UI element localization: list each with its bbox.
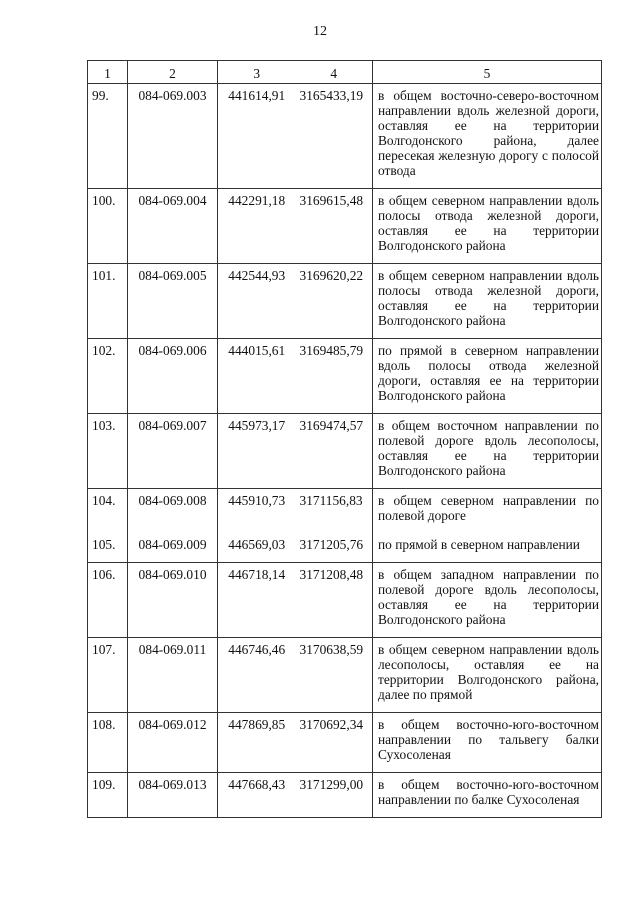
boundary-description: в общем северном направлении вдоль лесополосы, оставляя ее на территории Волгодонского района, далее по прямой <box>373 638 602 713</box>
column-header: 2 <box>128 61 218 84</box>
point-number: 107. <box>88 638 128 713</box>
coordinate-x: 446718,14 <box>218 563 296 638</box>
point-code: 084-069.009 <box>128 533 218 563</box>
coordinate-y: 3169485,79 <box>296 339 373 414</box>
point-code: 084-069.010 <box>128 563 218 638</box>
point-code: 084-069.005 <box>128 264 218 339</box>
point-number: 100. <box>88 189 128 264</box>
point-code: 084-069.003 <box>128 84 218 189</box>
coordinate-x: 442544,93 <box>218 264 296 339</box>
point-number: 109. <box>88 773 128 818</box>
column-header: 1 <box>88 61 128 84</box>
table-header-row <box>88 61 602 84</box>
page-number: 12 <box>313 24 327 39</box>
boundary-description: в общем восточном направлении по полевой дороге вдоль лесополосы, оставляя ее на территории Волгодонского района <box>373 414 602 489</box>
coordinate-x: 441614,91 <box>218 84 296 189</box>
table-row <box>88 189 602 264</box>
table-row <box>88 84 602 189</box>
coordinate-x: 447668,43 <box>218 773 296 818</box>
point-code: 084-069.006 <box>128 339 218 414</box>
coordinate-y: 3170692,34 <box>296 713 373 773</box>
coordinate-y: 3171156,83 <box>296 489 373 534</box>
column-header: 3 <box>218 61 296 84</box>
table-row <box>88 489 602 534</box>
point-code: 084-069.013 <box>128 773 218 818</box>
point-code: 084-069.007 <box>128 414 218 489</box>
table-row <box>88 638 602 713</box>
table-row <box>88 563 602 638</box>
boundary-description: по прямой в северном направлении вдоль полосы отвода железной дороги, оставляя ее на территории Волгодонского района <box>373 339 602 414</box>
coordinate-y: 3171299,00 <box>296 773 373 818</box>
coordinate-y: 3169615,48 <box>296 189 373 264</box>
point-number: 108. <box>88 713 128 773</box>
boundary-description: в общем северном направлении вдоль полосы отвода железной дороги, оставляя ее на территории Волгодонского района <box>373 189 602 264</box>
coordinate-y: 3170638,59 <box>296 638 373 713</box>
boundary-description: в общем северном направлении по полевой дороге <box>373 489 602 534</box>
coordinate-x: 446569,03 <box>218 533 296 563</box>
coordinates-table <box>87 60 602 818</box>
point-code: 084-069.008 <box>128 489 218 534</box>
boundary-description: в общем восточно-юго-восточном направлении по тальвегу балки Сухосоленая <box>373 713 602 773</box>
point-number: 105. <box>88 533 128 563</box>
point-number: 104. <box>88 489 128 534</box>
table-row <box>88 713 602 773</box>
point-number: 106. <box>88 563 128 638</box>
point-number: 101. <box>88 264 128 339</box>
coordinate-y: 3169620,22 <box>296 264 373 339</box>
boundary-description: по прямой в северном направлении <box>373 533 602 563</box>
coordinate-y: 3171205,76 <box>296 533 373 563</box>
coordinate-y: 3165433,19 <box>296 84 373 189</box>
point-number: 102. <box>88 339 128 414</box>
point-number: 103. <box>88 414 128 489</box>
boundary-description: в общем северном направлении вдоль полосы отвода железной дороги, оставляя ее на территории Волгодонского района <box>373 264 602 339</box>
point-code: 084-069.011 <box>128 638 218 713</box>
point-code: 084-069.004 <box>128 189 218 264</box>
table-row <box>88 264 602 339</box>
boundary-description: в общем восточно-юго-восточном направлении по балке Сухосоленая <box>373 773 602 818</box>
column-header: 4 <box>296 61 373 84</box>
point-code: 084-069.012 <box>128 713 218 773</box>
coordinate-x: 444015,61 <box>218 339 296 414</box>
table-row <box>88 533 602 563</box>
point-number: 99. <box>88 84 128 189</box>
coordinate-x: 445910,73 <box>218 489 296 534</box>
column-header: 5 <box>373 61 602 84</box>
coordinate-x: 446746,46 <box>218 638 296 713</box>
boundary-description: в общем восточно-северо-восточном направлении вдоль железной дороги, оставляя ее на территории Волгодонского района, далее пересекая железную дорогу с полосой отвода <box>373 84 602 189</box>
table-row <box>88 339 602 414</box>
table-row <box>88 414 602 489</box>
coordinate-y: 3171208,48 <box>296 563 373 638</box>
coordinate-x: 442291,18 <box>218 189 296 264</box>
table-row <box>88 773 602 818</box>
coordinate-x: 447869,85 <box>218 713 296 773</box>
boundary-description: в общем западном направлении по полевой дороге вдоль лесополосы, оставляя ее на территории Волгодонского района <box>373 563 602 638</box>
coordinate-y: 3169474,57 <box>296 414 373 489</box>
coordinate-x: 445973,17 <box>218 414 296 489</box>
